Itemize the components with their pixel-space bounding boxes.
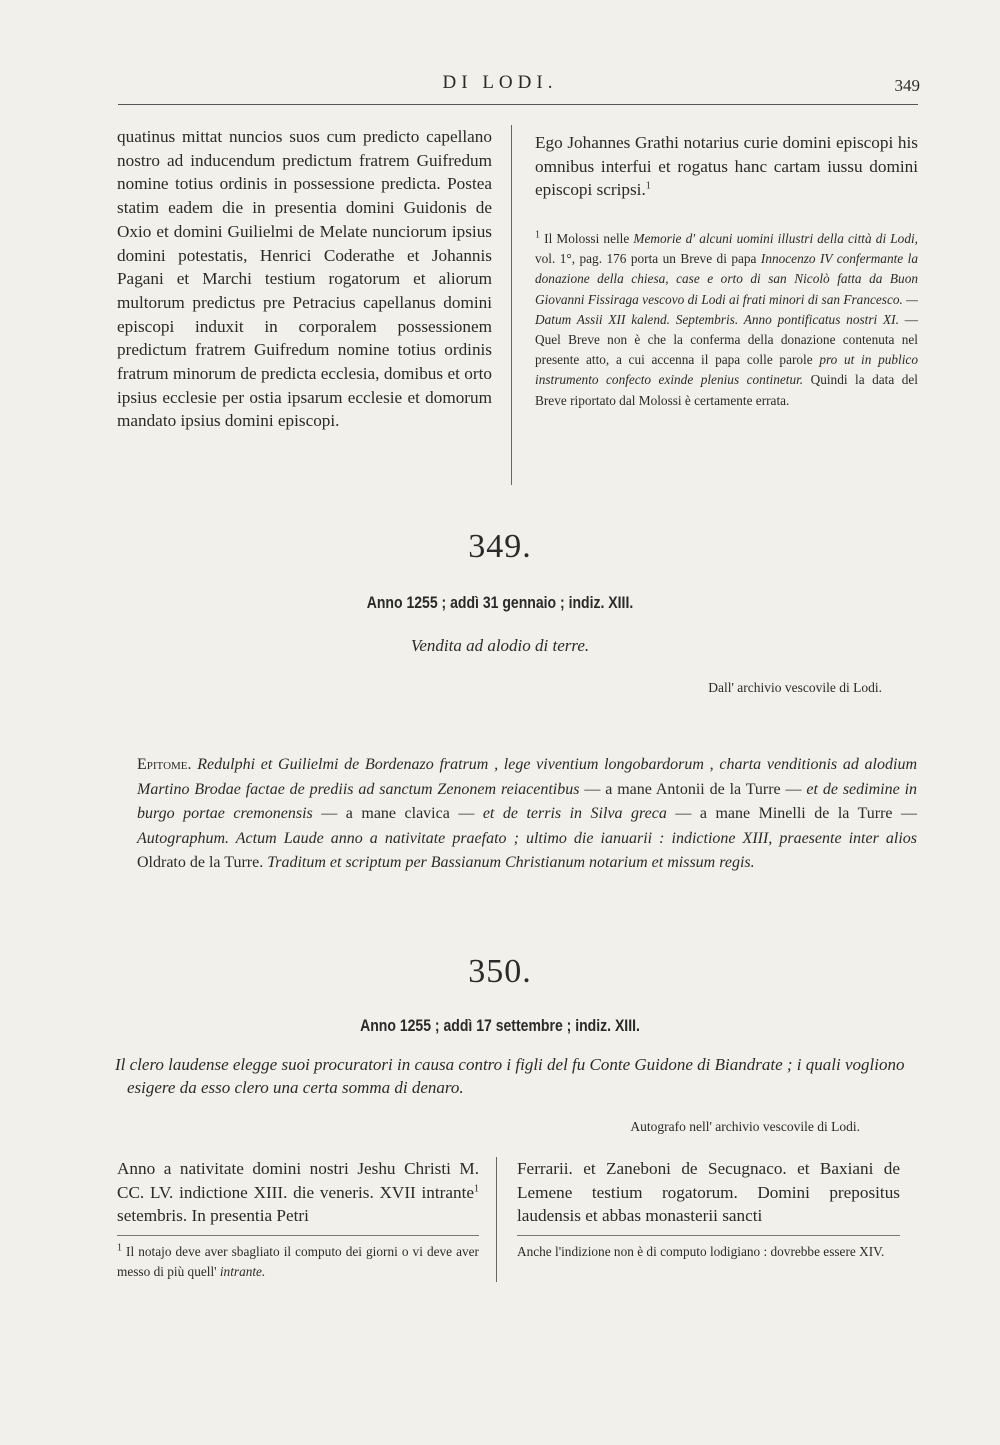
header-rule [118,104,918,105]
footnote-notajo [117,1242,479,1282]
fn-italic-3: pro ut in publico instrumento confecto exinde plenius continetur. [535,352,918,388]
doc350-left-text-a: Anno a nativitate domini nostri Jeshu Christi M. CC. LV. indictione XIII. die veneris. XVII intrante [117,1159,479,1202]
epitome-italic-3: et de terris in Silva greca [482,805,667,822]
footnote-notajo-text: Il notajo deve aver sbagliato il computo dei giorni o vi deve aver messo di più quell' [117,1244,479,1280]
epitome-italic-5: Traditum et scriptum per Bassianum Christianum notarium et missum regis. [267,854,755,871]
epitome-italic-1: Redulphi et Guilielmi de Bordenazo fratrum , lege viventium longobardorum , charta venditionis ad alodium Martino Brodae factae de prediis ad sanctum Zenonem reiacentibus [137,756,918,798]
footnote-number: 1 [535,229,540,241]
column-divider [496,1157,497,1282]
column-divider [511,125,512,485]
document-number-350: 350. [468,953,532,990]
epitome-text-1: — a mane Antonii de la Turre — [579,780,807,798]
fn-text-4: Quindi la data del Breve riportato dal Molossi è certamente errata. [535,372,918,408]
footnote-number: 1 [117,1242,122,1254]
epitome-text-4: Oldrato de la Turre. [137,854,268,871]
fn-text-3: — Quel Breve non è che la conferma della donazione contenuta nel presente atto, a cui accenna il papa colle parole [535,311,918,368]
epitome-text-2: — a mane clavica — [312,805,483,822]
fn-text-1: Il Molossi nelle [544,231,634,246]
footnote-molossi [535,229,918,411]
document-date-349: Anno 1255 ; addì 31 gennaio ; indiz. XIII. [366,594,634,612]
footnote-rule [117,1235,479,1236]
doc350-left-text-b: setembris. In presentia Petri [117,1206,309,1226]
prev-doc-left-column [117,125,492,433]
document-source-349: Dall' archivio vescovile di Lodi. [708,680,882,695]
epitome-lead: Epitome. [137,756,192,773]
fn-italic-2: Innocenzo IV confermante la donazione della chiesa, case e orto di san Nicolò fatta da Buon Giovanni Fissiraga vescovo di Lodi ai frati minori di san Francesco. — Datum Assii XII kalend. Septembris. Anno pontificatus nostri XI. [535,251,918,327]
fn-text-2: vol. 1°, pag. 176 porta un Breve di papa [535,251,761,267]
epitome-349 [137,753,917,876]
footnote-marker: 1 [645,180,651,192]
document-number-349: 349. [468,528,532,565]
document-source-350: Autografo nell' archivio vescovile di Lodi. [630,1119,860,1134]
footnote-notajo-italic: intrante. [219,1264,266,1280]
document-date-350: Anno 1255 ; addì 17 settembre ; indiz. XIII. [360,1017,640,1035]
prev-doc-right-column [535,131,918,202]
doc350-right-column: Ferrarii. et Zaneboni de Secugnaco. et Baxiani de Lemene testium rogatorum. Domini prepositus laudensis et abbas monasterii sancti [517,1159,900,1226]
epitome-italic-2: et de sedimine in burgo portae cremonensis [137,780,918,822]
document-subject-349: Vendita ad alodio di terre. [410,636,590,655]
document-subject-350: Il clero laudense elegge suoi procuratori in causa contro i figli del fu Conte Guidone di Biandrate ; i quali vogliono esigere da esso clero una certa somma di denaro. [115,1055,905,1097]
epitome-italic-4: Autographum. Actum Laude anno a nativitate praefato ; ultimo die ianuarii : indictione XIII, praesente inter alios [137,829,917,847]
notary-subscription [535,131,918,202]
doc350-left-column [117,1157,479,1228]
running-title: DI LODI. [442,72,558,93]
fn-italic-1: Memorie d' alcuni uomini illustri della città di Lodi, [633,231,918,246]
page-number: 349 [894,76,920,95]
footnote-rule [517,1235,900,1236]
epitome-text-3: — a mane Minelli de la Turre — [666,805,918,822]
prev-doc-left-text: quatinus mittat nuncios suos cum predicto capellano nostro ad inducendum predictum fratrem Guifredum nomine totius ordinis in possessione predicta. Postea statim eadem die in presentia domini Guidonis de Oxio et domini Guilielmi de Melate nunciorum ipsius domini potestatis, Henrici Coderathe et Johannis Pagani et Marchi testium rogatorum et aliorum multorum predictus pre Petracius capellanus domini episcopi induxit in corporalem possessionem predictum fratrem Guifredum nomine totius ordinis fratrum minorum de predicta ecclesia, domibus et orto ipsius ecclesie per ostia ipsarum ecclesie et domorum mandato ipsius domini episcopi. [117,127,492,431]
footnote-marker: 1 [474,1182,479,1194]
footnote-indizione: Anche l'indizione non è di computo lodigiano : dovrebbe essere XIV. [517,1244,885,1259]
notary-subscription-text: Ego Johannes Grathi notarius curie domini episcopi his omnibus interfui et rogatus hanc cartam iussu domini episcopi scripsi. [535,133,918,200]
